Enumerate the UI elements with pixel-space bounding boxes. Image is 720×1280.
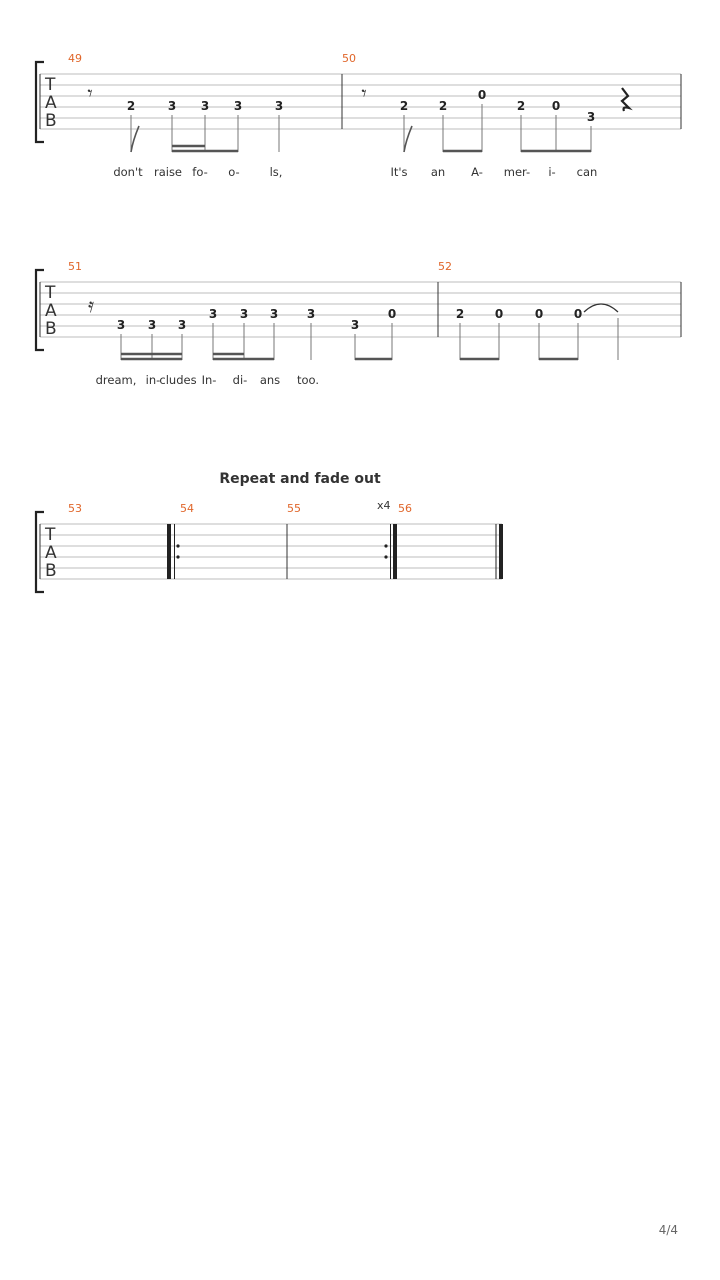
tab-letter-t: T — [45, 283, 56, 303]
fret-number: 2 — [126, 99, 136, 113]
fret-number: 3 — [586, 110, 596, 124]
measure-number: 50 — [342, 52, 356, 65]
lyric-syllable: an — [430, 165, 446, 179]
tab-letter-t: T — [45, 525, 56, 545]
fret-number: 2 — [399, 99, 409, 113]
fret-number: 3 — [116, 318, 126, 332]
lyric-syllable: It's — [390, 165, 408, 179]
repeat-end-barline — [384, 524, 397, 579]
lyric-syllable: ans — [259, 373, 281, 387]
fret-number: 3 — [200, 99, 210, 113]
staff-lines — [40, 524, 502, 579]
grace-flag — [404, 126, 412, 152]
measure-number: 52 — [438, 260, 452, 273]
measure-number: 56 — [398, 502, 412, 515]
eighth-rest: 𝄾 — [87, 81, 93, 105]
measure-number: 55 — [287, 502, 301, 515]
lyric-syllable: in- — [145, 373, 161, 387]
page-number: 4/4 — [658, 1223, 678, 1237]
fret-number: 3 — [167, 99, 177, 113]
lyric-syllable: fo- — [192, 165, 208, 179]
system-1 — [36, 52, 681, 179]
fret-number: 0 — [534, 307, 544, 321]
fret-number: 3 — [177, 318, 187, 332]
lyric-syllable: dream, — [95, 373, 137, 387]
grace-flag — [131, 126, 139, 152]
fret-number: 2 — [438, 99, 448, 113]
section-title: Repeat and fade out — [219, 471, 381, 487]
staff-lines — [40, 282, 681, 337]
fret-number: 0 — [573, 307, 583, 321]
lyric-syllable: cludes — [159, 373, 197, 387]
fret-number: 3 — [306, 307, 316, 321]
fret-number: 2 — [455, 307, 465, 321]
measure-number: 49 — [68, 52, 82, 65]
fret-number: 3 — [350, 318, 360, 332]
system-2 — [36, 260, 681, 387]
fret-number: 0 — [551, 99, 561, 113]
fret-number: 0 — [477, 88, 487, 102]
lyric-syllable: can — [576, 165, 598, 179]
tie-arc — [584, 304, 618, 312]
lyric-syllable: don't — [113, 165, 143, 179]
quarter-rest — [622, 88, 629, 111]
fret-number: 3 — [147, 318, 157, 332]
tab-letter-t: T — [45, 75, 56, 95]
fret-number: 3 — [233, 99, 243, 113]
lyric-syllable: mer- — [503, 165, 531, 179]
final-barline — [496, 524, 503, 579]
sixteenth-rest: 𝄿 — [87, 293, 95, 317]
measure-number: 54 — [180, 502, 194, 515]
lyric-syllable: ls, — [269, 165, 283, 179]
lyric-syllable: i- — [548, 165, 556, 179]
repeat-start-barline — [167, 524, 180, 579]
fret-number: 3 — [269, 307, 279, 321]
system-3 — [36, 471, 503, 592]
measure-number: 51 — [68, 260, 82, 273]
repeat-count: x4 — [377, 499, 391, 512]
lyric-syllable: too. — [296, 373, 320, 387]
tab-letter-a: A — [45, 93, 57, 113]
tab-letter-b: B — [45, 319, 57, 339]
fret-number: 0 — [494, 307, 504, 321]
tab-letter-a: A — [45, 301, 57, 321]
fret-number: 2 — [516, 99, 526, 113]
tab-letter-b: B — [45, 561, 57, 581]
lyric-syllable: In- — [201, 373, 217, 387]
fret-number: 0 — [387, 307, 397, 321]
fret-number: 3 — [274, 99, 284, 113]
tab-letter-b: B — [45, 111, 57, 131]
fret-number: 3 — [208, 307, 218, 321]
lyric-syllable: di- — [232, 373, 248, 387]
lyric-syllable: raise — [153, 165, 183, 179]
fret-number: 3 — [239, 307, 249, 321]
lyric-syllable: A- — [471, 165, 483, 179]
measure-number: 53 — [68, 502, 82, 515]
tab-letter-a: A — [45, 543, 57, 563]
eighth-rest: 𝄾 — [361, 81, 367, 105]
lyric-syllable: o- — [228, 165, 240, 179]
